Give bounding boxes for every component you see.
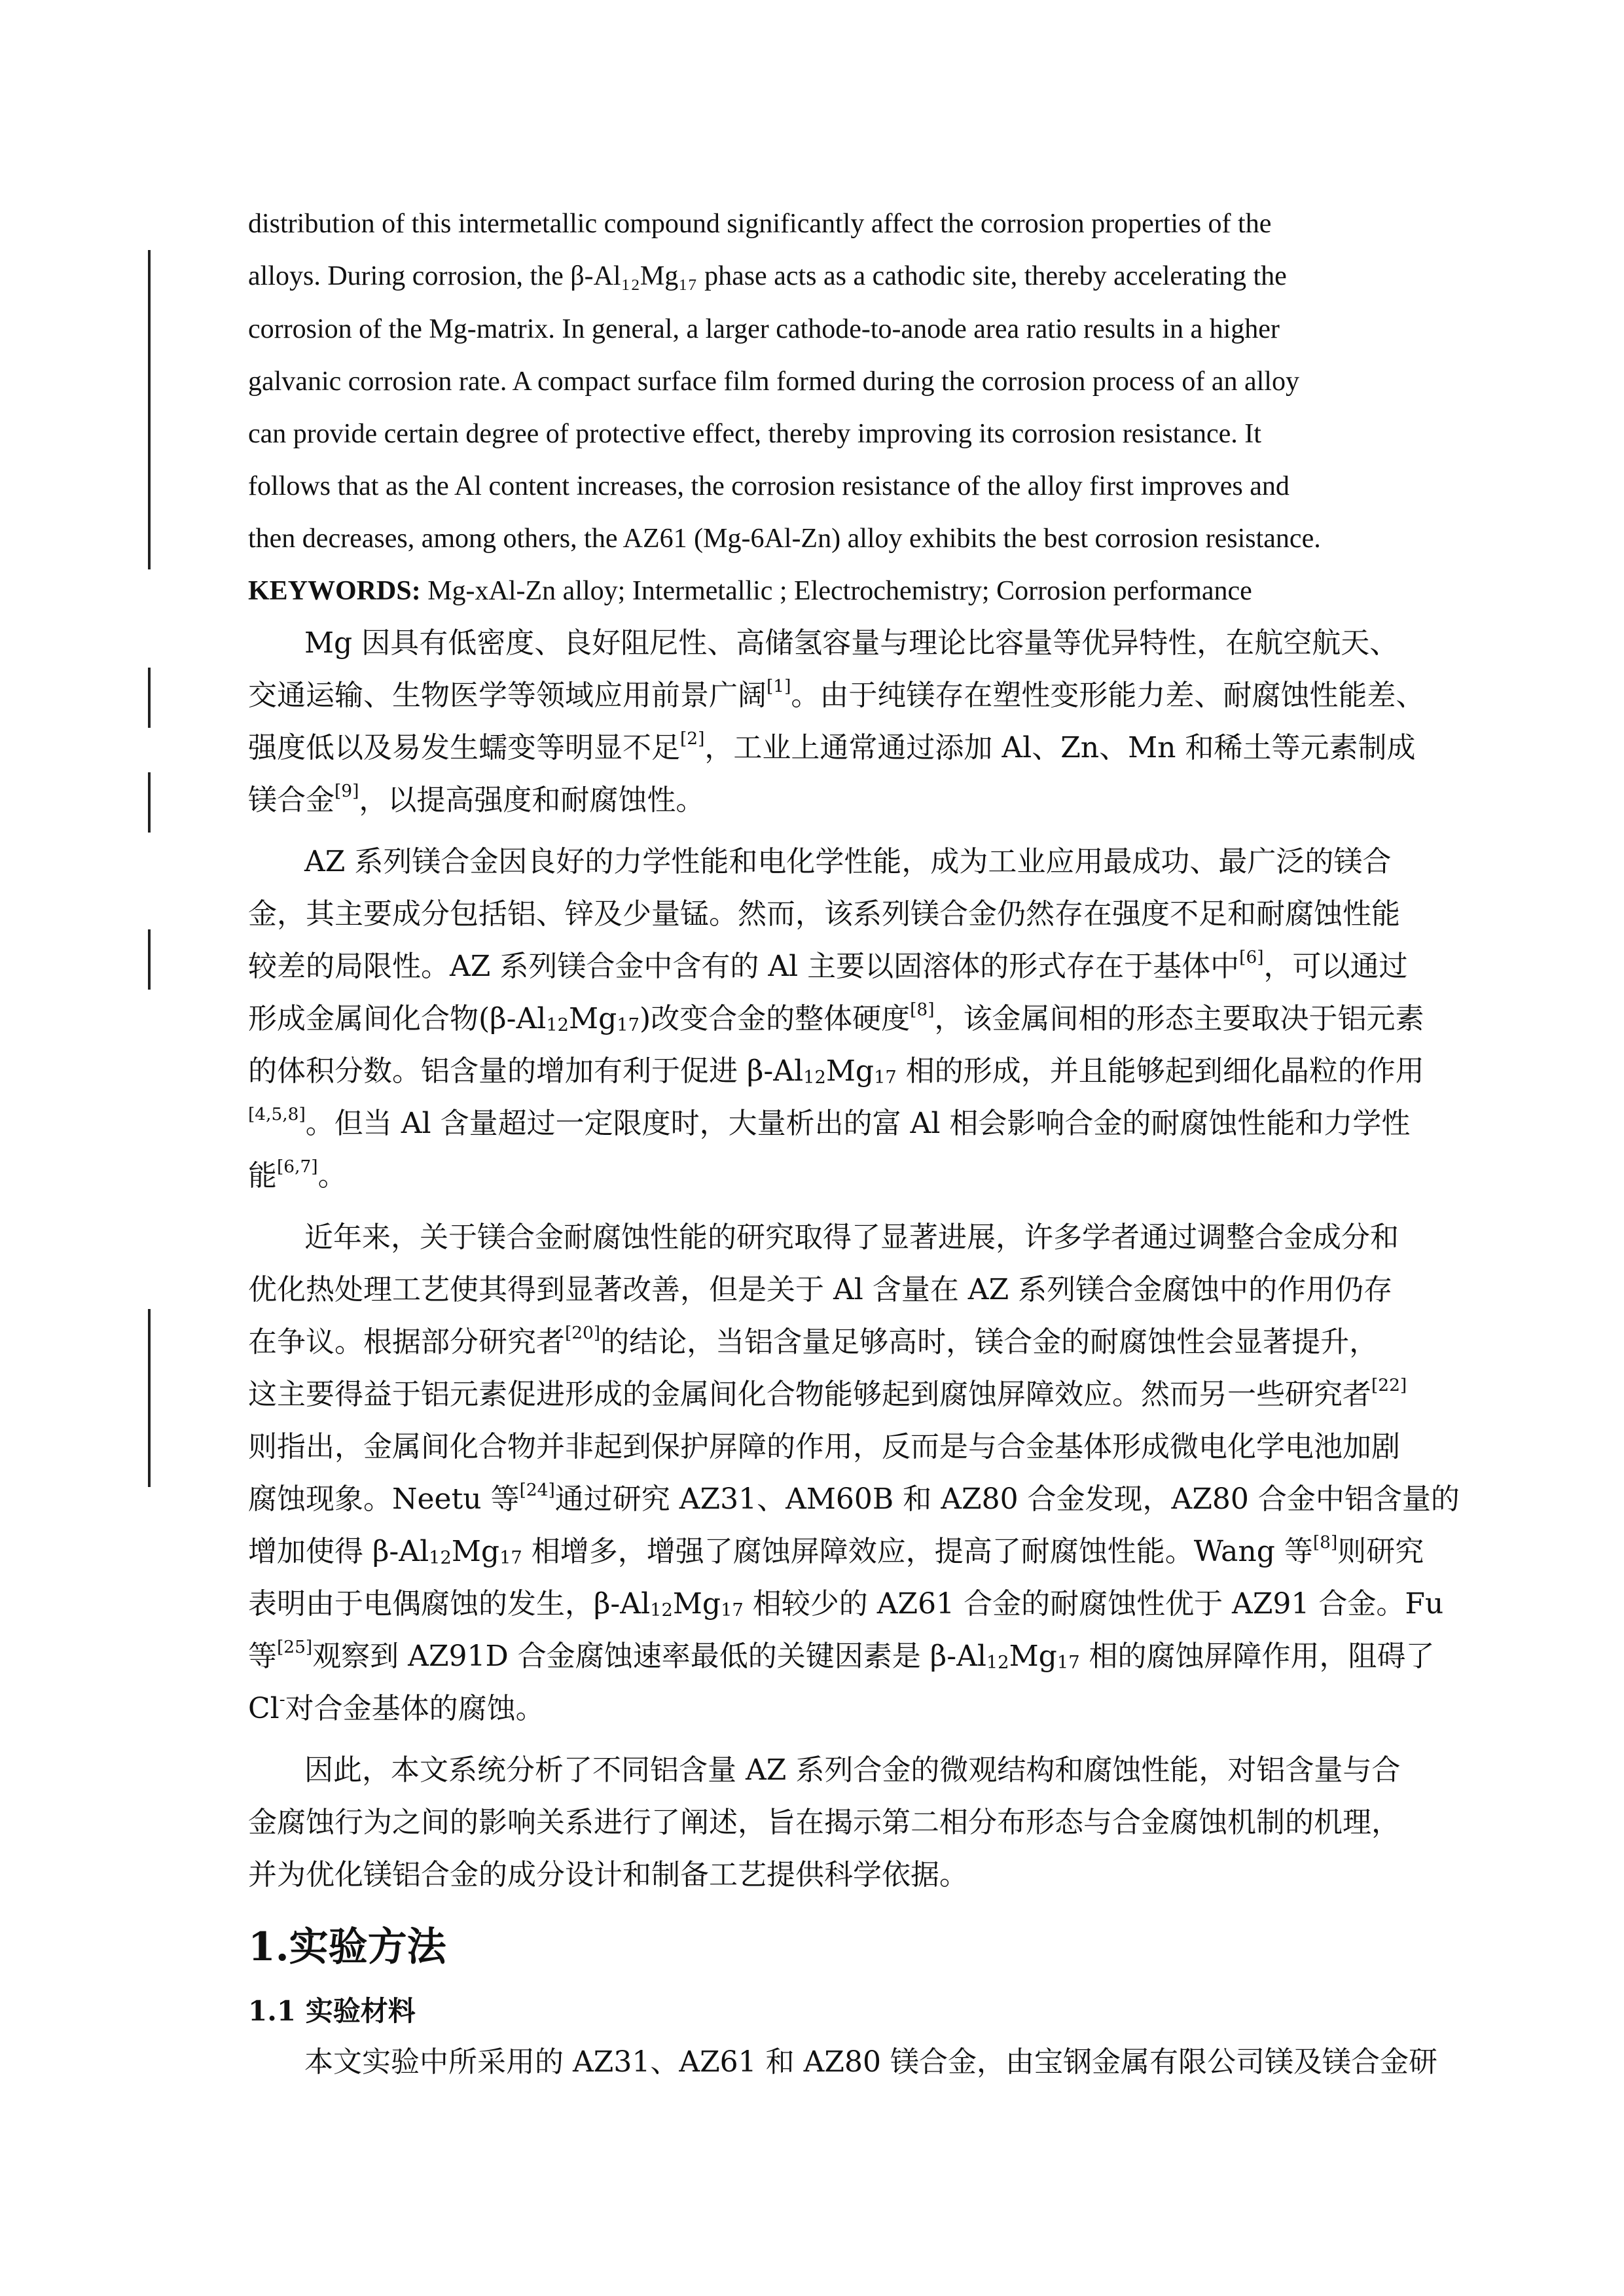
paragraph-line: 强度低以及易发生蠕变等明显不足[2]，工业上通常通过添加 Al、Zn、Mn 和稀土等元素制成 [248,728,1416,764]
change-bar [148,250,151,569]
change-bar [148,668,151,728]
abstract-line: can provide certain degree of protective effect, thereby improving its corrosion resistance. It [248,419,1261,449]
change-bar [148,929,151,990]
section-heading: 1.实验方法 [248,1924,446,1970]
paragraph-line: 金腐蚀行为之间的影响关系进行了阐述，旨在揭示第二相分布形态与合金腐蚀机制的机理， [248,1806,1400,1839]
citation: [6,7] [277,1157,318,1177]
change-bar [148,772,151,833]
paragraph-line: 腐蚀现象。Neetu 等[24]通过研究 AZ31、AM60B 和 AZ80 合金发现，AZ80 合金中铝含量的 [248,1480,1460,1516]
paragraph-line: 镁合金[9]，以提高强度和耐腐蚀性。 [248,781,705,817]
keywords-label: KEYWORDS: [248,576,421,606]
paragraph-line: [4,5,8]。但当 Al 含量超过一定限度时，大量析出的富 Al 相会影响合金的耐腐蚀性能和力学性 [248,1104,1411,1140]
abstract-line: distribution of this intermetallic compound significantly affect the corrosion properties of the [248,209,1272,239]
paragraph-line: 等[25]观察到 AZ91D 合金腐蚀速率最低的关键因素是 $\beta-Al_{12}Mg_{17}$ 相的腐蚀屏障作用，阻碍了 [248,1637,1435,1674]
citation: [22] [1371,1375,1407,1396]
abstract-line: galvanic corrosion rate. A compact surface film formed during the corrosion process of an alloy [248,367,1299,397]
citation: [6] [1239,947,1264,968]
paragraph-line: Mg 因具有低密度、良好阻尼性、高储氢容量与理论比容量等优异特性，在航空航天、 [304,626,1399,660]
paragraph-line: 交通运输、生物医学等领域应用前景广阔[1]。由于纯镁存在塑性变形能力差、耐腐蚀性能差、 [248,676,1425,712]
paragraph-line: 并为优化镁铝合金的成分设计和制备工艺提供科学依据。 [248,1858,968,1892]
citation: [24] [519,1480,555,1501]
paragraph-line: 这主要得益于铝元素促进形成的金属间化合物能够起到腐蚀屏障效应。然而另一些研究者[22] [248,1375,1407,1411]
paragraph-line: 近年来，关于镁合金耐腐蚀性能的研究取得了显著进展，许多学者通过调整合金成分和 [304,1221,1399,1254]
citation: [4,5,8] [248,1104,306,1125]
paragraph-line: 形成金属间化合物$(\beta-Al_{12}Mg_{17})$改变合金的整体硬度[8]，该金属间相的形态主要取决于铝元素 [248,999,1424,1036]
paragraph-line: 增加使得 $\beta-Al_{12}Mg_{17}$ 相增多，增强了腐蚀屏障效应，提高了耐腐蚀性能。Wang 等[8]则研究 [248,1532,1424,1569]
abstract-line: then decreases, among others, the AZ61 (Mg-6Al-Zn) alloy exhibits the best corrosion resistance. [248,524,1321,554]
abstract-line: alloys. During corrosion, the β-Al₁₂Mg₁₇ phase acts as a cathodic site, thereby accelerating the [248,261,1287,291]
keywords [248,575,1387,607]
change-bar [148,1309,151,1487]
abstract-line: follows that as the Al content increases, the corrosion resistance of the alloy first improves and [248,471,1290,501]
paragraph-line: 能[6,7]。 [248,1157,347,1193]
paragraph-line: 本文实验中所采用的 AZ31、AZ61 和 AZ80 镁合金，由宝钢金属有限公司镁及镁合金研 [304,2045,1437,2079]
paragraph-line: 则指出，金属间化合物并非起到保护屏障的作用，反而是与合金基体形成微电化学电池加剧 [248,1430,1400,1463]
paragraph-line: Cl-对合金基体的腐蚀。 [248,1689,545,1725]
paragraph-line: 金，其主要成分包括铝、锌及少量锰。然而，该系列镁合金仍然存在强度不足和耐腐蚀性能 [248,897,1400,931]
citation: [8] [910,999,935,1020]
paragraph-line: 因此，本文系统分析了不同铝含量 AZ 系列合金的微观结构和腐蚀性能，对铝含量与合 [304,1753,1401,1787]
paragraph-line: 较差的局限性。AZ 系列镁合金中含有的 Al 主要以固溶体的形式存在于基体中[6]，可以通过 [248,947,1408,983]
citation: [9] [334,781,359,802]
paragraph-line: 表明由于电偶腐蚀的发生，$\beta-Al_{12}Mg_{17}$ 相较少的 AZ61 合金的耐腐蚀性优于 AZ91 合金。Fu [248,1587,1444,1621]
citation: [1] [767,676,791,697]
paragraph-line: 在争议。根据部分研究者[20]的结论，当铝含量足够高时，镁合金的耐腐蚀性会显著提升， [248,1323,1379,1359]
subsection-heading: 1.1 实验材料 [248,1995,416,2027]
citation: [25] [277,1637,313,1658]
paragraph-line: 的体积分数。铝含量的增加有利于促进 $\beta-Al_{12}Mg_{17}$ 相的形成，并且能够起到细化晶粒的作用 [248,1054,1424,1088]
abstract-line: corrosion of the Mg-matrix. In general, a larger cathode-to-anode area ratio results in a higher [248,314,1280,344]
citation: [8] [1312,1532,1338,1553]
citation: [2] [680,728,705,749]
paragraph-line: 优化热处理工艺使其得到显著改善，但是关于 Al 含量在 AZ 系列镁合金腐蚀中的作用仍存 [248,1273,1393,1306]
keywords-text: Mg-xAl-Zn alloy; Intermetallic ; Electrochemistry; Corrosion performance [420,576,1252,606]
paragraph-line: AZ 系列镁合金因良好的力学性能和电化学性能，成为工业应用最成功、最广泛的镁合 [304,845,1392,878]
citation: [20] [565,1323,601,1344]
